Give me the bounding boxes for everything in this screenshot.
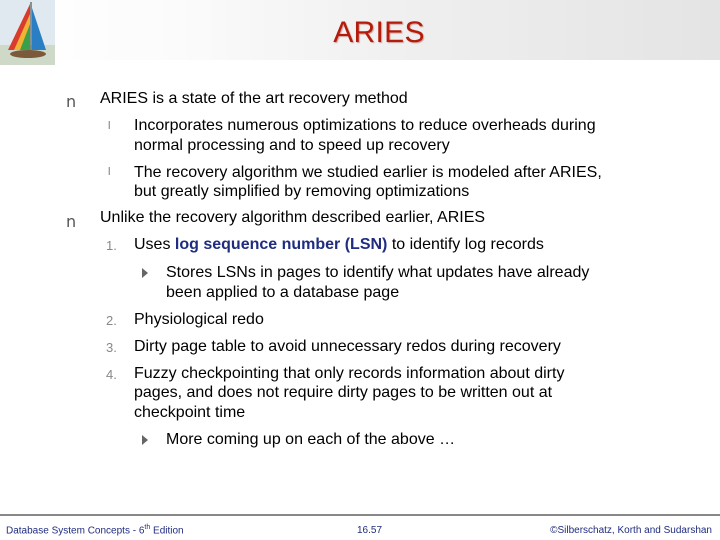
- footer-divider: [0, 514, 720, 516]
- sub-bullet-text: Incorporates numerous optimizations to reduce overheads during: [134, 117, 596, 134]
- footer-left-sup: th: [144, 523, 151, 531]
- footer-right: ©Silberschatz, Korth and Sudarshan: [550, 525, 712, 536]
- numbered-item-pre: Uses: [134, 236, 175, 253]
- numbered-item-text: Physiological redo: [134, 311, 264, 328]
- list-number: 3.: [106, 340, 117, 355]
- footer-page-number: 16.57: [357, 525, 383, 536]
- arrow-bullet-text: been applied to a database page: [166, 284, 400, 301]
- arrow-bullet-icon: [142, 268, 148, 278]
- sub-bullet-text: but greatly simplified by removing optimizations: [134, 183, 470, 200]
- list-number: 1.: [106, 238, 117, 253]
- footer-left: [6, 524, 184, 536]
- bullet-text: ARIES is a state of the art recovery method: [100, 90, 408, 107]
- numbered-item-text: pages, and does not require dirty pages to be written out at: [134, 384, 553, 401]
- sub-bullet-text: normal processing and to speed up recovery: [134, 137, 450, 154]
- arrow-bullet-text: Stores LSNs in pages to identify what updates have already: [166, 264, 590, 281]
- bullet-marker: n: [66, 92, 77, 111]
- sub-bullet-marker: l: [108, 120, 111, 132]
- arrow-bullet-icon: [142, 435, 148, 445]
- sub-bullet-marker: l: [108, 166, 111, 178]
- numbered-item-text: Fuzzy checkpointing that only records information about dirty: [134, 365, 565, 382]
- arrow-bullet-text: More coming up on each of the above …: [166, 431, 456, 448]
- bullet-marker: n: [66, 212, 77, 231]
- slide-title: ARIES: [333, 16, 425, 49]
- lsn-highlight: log sequence number (LSN): [174, 236, 388, 253]
- sub-bullet-text: The recovery algorithm we studied earlier is modeled after ARIES,: [134, 164, 602, 181]
- numbered-item-text: checkpoint time: [134, 404, 246, 421]
- footer-left-post: Edition: [150, 525, 184, 536]
- list-number: 4.: [106, 367, 117, 382]
- list-number: 2.: [106, 313, 117, 328]
- numbered-item-text: [134, 235, 544, 255]
- numbered-item-text: Dirty page table to avoid unnecessary redos during recovery: [134, 338, 561, 355]
- numbered-item-post: to identify log records: [387, 236, 544, 253]
- bullet-text: Unlike the recovery algorithm described earlier, ARIES: [100, 209, 486, 226]
- footer-left-pre: Database System Concepts - 6: [6, 525, 145, 536]
